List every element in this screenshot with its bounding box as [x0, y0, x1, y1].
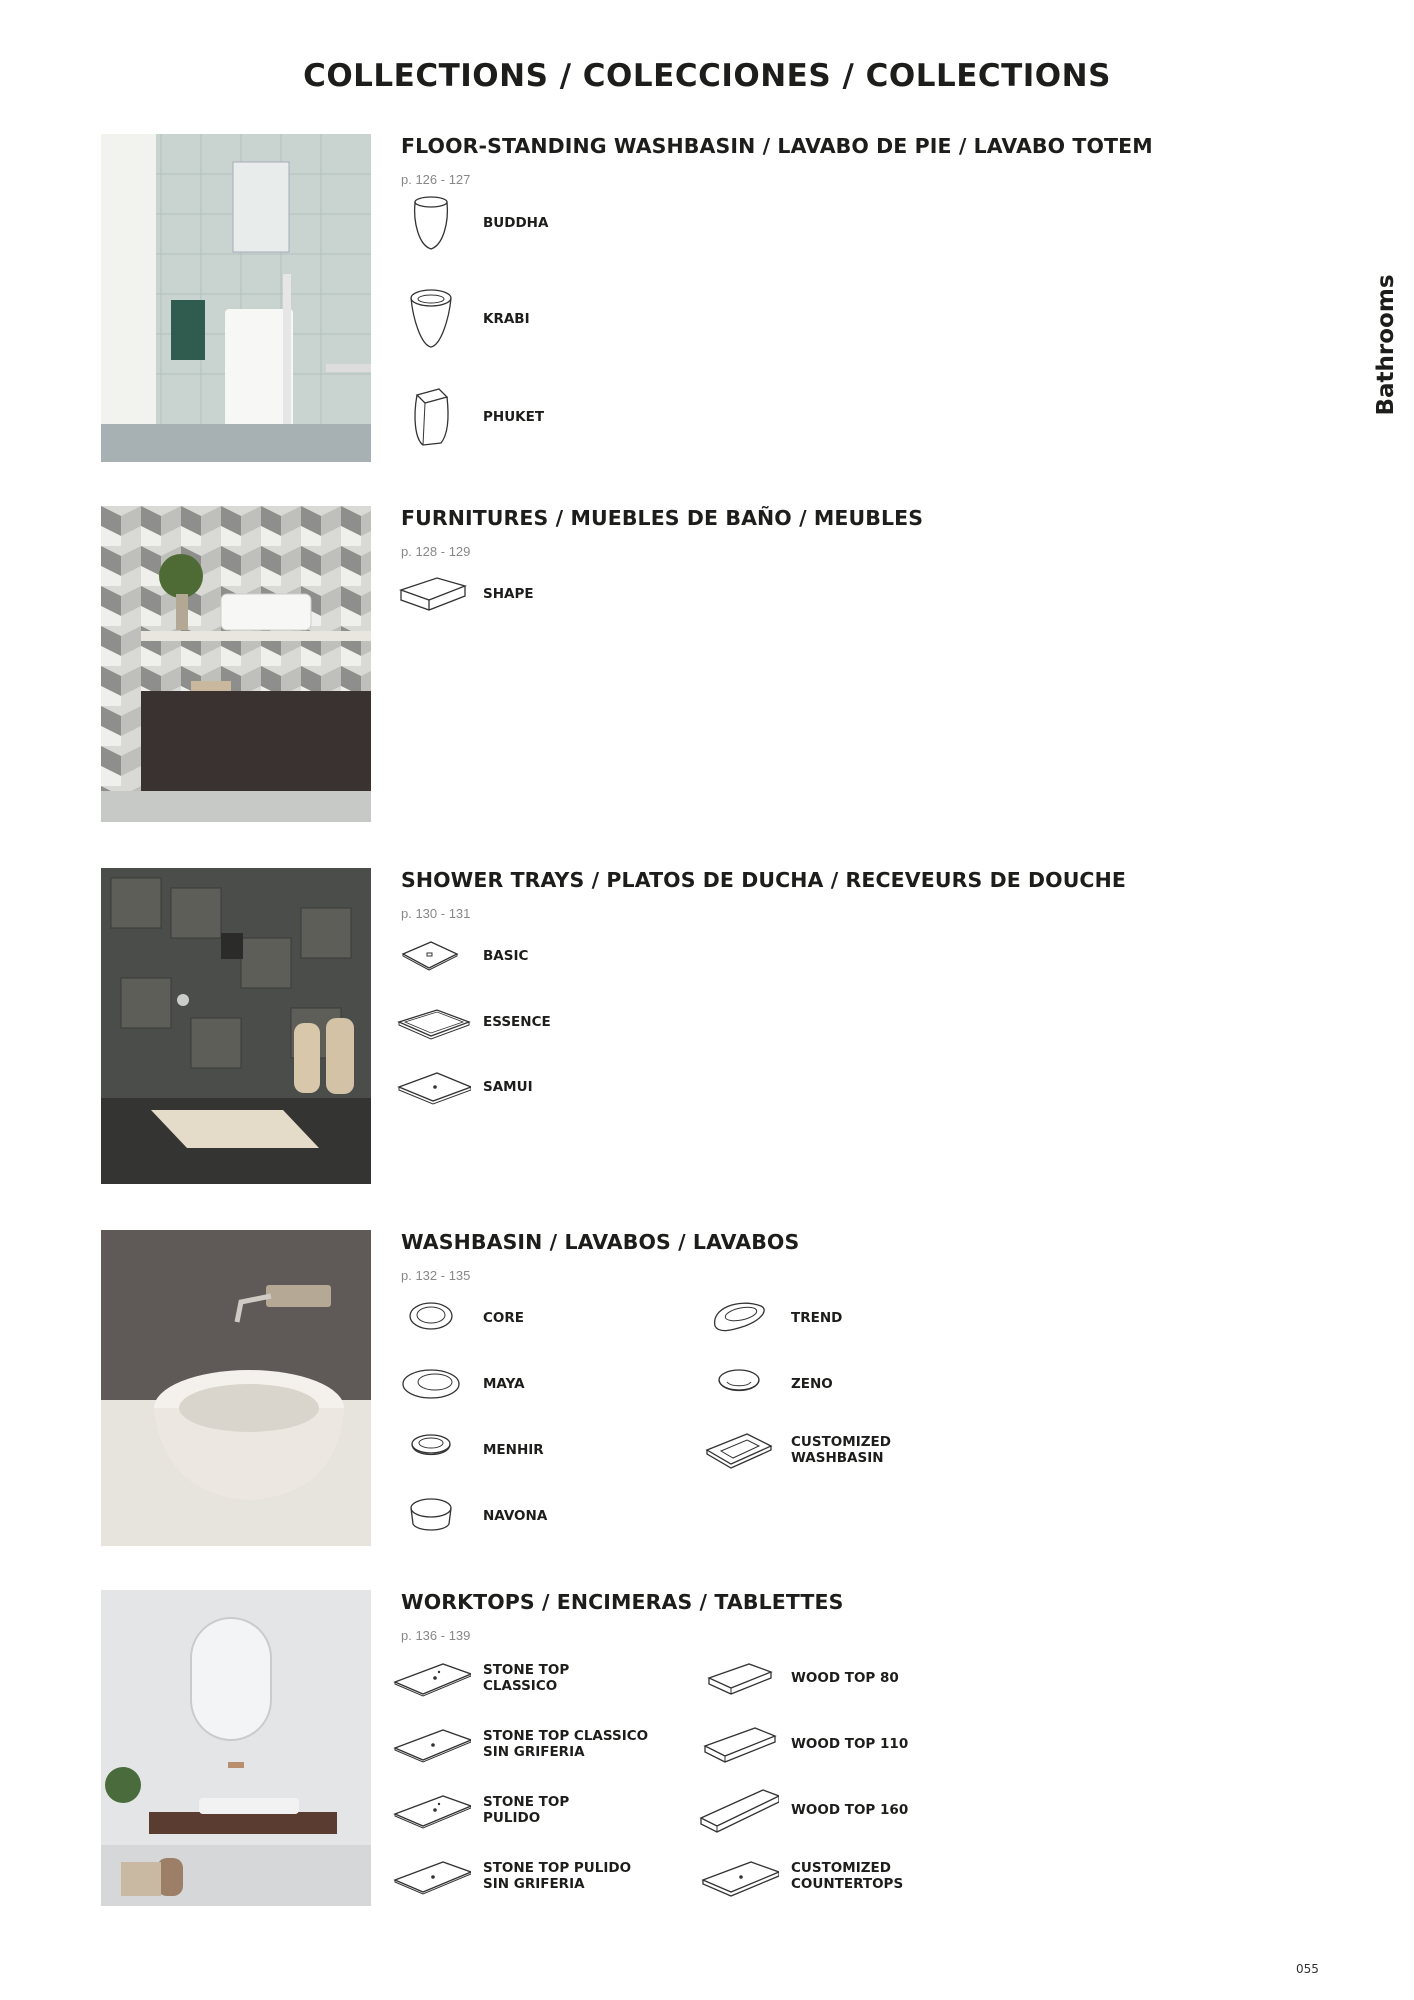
oval-basin-icon	[699, 1288, 779, 1348]
custom-basin-icon	[699, 1420, 779, 1480]
product-label: SHAPE	[483, 586, 534, 602]
product-label: CUSTOMIZED WASHBASIN	[791, 1434, 891, 1466]
product-item[interactable]	[391, 1288, 711, 1348]
product-item[interactable]	[391, 564, 711, 624]
page-title: COLLECTIONS / COLECCIONES / COLLECTIONS	[303, 58, 1111, 94]
shower-tray-icon	[391, 1057, 471, 1117]
cabinet-icon	[391, 564, 471, 624]
product-label: STONE TOP PULIDO SIN GRIFERIA	[483, 1860, 632, 1892]
stone-top-icon	[391, 1846, 471, 1906]
round-basin-icon	[391, 1288, 471, 1348]
bowl-basin-icon	[391, 1486, 471, 1546]
product-label: WOOD TOP 160	[791, 1802, 909, 1818]
product-item[interactable]	[699, 1714, 1019, 1774]
product-label: KRABI	[483, 311, 530, 327]
product-label: CORE	[483, 1310, 525, 1326]
product-item[interactable]	[391, 1420, 711, 1480]
product-label: TREND	[791, 1310, 843, 1326]
product-item[interactable]	[391, 387, 711, 447]
side-label: Bathrooms	[1373, 274, 1399, 416]
product-label: ZENO	[791, 1376, 833, 1392]
square-pillar-basin-icon	[391, 387, 471, 447]
stone-top-icon	[391, 1714, 471, 1774]
page-reference: p. 130 - 131	[401, 906, 471, 921]
section-photo	[101, 134, 371, 462]
wood-top-icon	[699, 1648, 779, 1708]
section-title: FLOOR-STANDING WASHBASIN / LAVABO DE PIE / LAVABO TOTEM	[401, 134, 1153, 158]
product-item[interactable]	[391, 1486, 711, 1546]
stone-top-icon	[391, 1648, 471, 1708]
product-label: BASIC	[483, 948, 529, 964]
product-item[interactable]	[391, 1714, 711, 1774]
page-reference: p. 132 - 135	[401, 1268, 471, 1283]
product-item[interactable]	[391, 193, 711, 253]
stone-top-icon	[391, 1780, 471, 1840]
bowl-basin-icon	[391, 1420, 471, 1480]
section-photo	[101, 1230, 371, 1546]
product-label: WOOD TOP 110	[791, 1736, 909, 1752]
product-item[interactable]	[699, 1648, 1019, 1708]
product-item[interactable]	[391, 1780, 711, 1840]
oval-basin-icon	[391, 1354, 471, 1414]
product-item[interactable]	[391, 1648, 711, 1708]
product-label: ESSENCE	[483, 1014, 551, 1030]
wood-top-icon	[699, 1780, 779, 1840]
section-title: SHOWER TRAYS / PLATOS DE DUCHA / RECEVEURS DE DOUCHE	[401, 868, 1126, 892]
product-item[interactable]	[699, 1420, 1019, 1480]
page-reference: p. 126 - 127	[401, 172, 471, 187]
page-number: 055	[1296, 1962, 1319, 1976]
product-label: MENHIR	[483, 1442, 544, 1458]
product-label: WOOD TOP 80	[791, 1670, 899, 1686]
product-label: STONE TOP CLASSICO	[483, 1662, 570, 1694]
product-item[interactable]	[699, 1846, 1019, 1906]
product-item[interactable]	[391, 1057, 711, 1117]
product-label: MAYA	[483, 1376, 525, 1392]
page-reference: p. 136 - 139	[401, 1628, 471, 1643]
shower-tray-icon	[391, 992, 471, 1052]
section-photo	[101, 868, 371, 1184]
page-reference: p. 128 - 129	[401, 544, 471, 559]
product-item[interactable]	[391, 1846, 711, 1906]
section-title: WORKTOPS / ENCIMERAS / TABLETTES	[401, 1590, 844, 1614]
round-basin-icon	[699, 1354, 779, 1414]
product-label: CUSTOMIZED COUNTERTOPS	[791, 1860, 904, 1892]
section-photo	[101, 1590, 371, 1906]
product-item[interactable]	[391, 926, 711, 986]
section-title: WASHBASIN / LAVABOS / LAVABOS	[401, 1230, 800, 1254]
product-label: STONE TOP CLASSICO SIN GRIFERIA	[483, 1728, 649, 1760]
wood-top-icon	[699, 1714, 779, 1774]
product-label: BUDDHA	[483, 215, 549, 231]
product-label: PHUKET	[483, 409, 545, 425]
product-label: STONE TOP PULIDO	[483, 1794, 570, 1826]
product-item[interactable]	[699, 1780, 1019, 1840]
product-label: NAVONA	[483, 1508, 548, 1524]
product-label: SAMUI	[483, 1079, 533, 1095]
section-photo	[101, 506, 371, 822]
section-title: FURNITURES / MUEBLES DE BAÑO / MEUBLES	[401, 506, 924, 530]
product-item[interactable]	[391, 992, 711, 1052]
shower-tray-icon	[391, 926, 471, 986]
product-item[interactable]	[391, 289, 711, 349]
pillar-basin-icon	[391, 193, 471, 253]
custom-top-icon	[699, 1846, 779, 1906]
product-item[interactable]	[699, 1288, 1019, 1348]
pillar-basin-icon	[391, 289, 471, 349]
product-item[interactable]	[699, 1354, 1019, 1414]
product-item[interactable]	[391, 1354, 711, 1414]
